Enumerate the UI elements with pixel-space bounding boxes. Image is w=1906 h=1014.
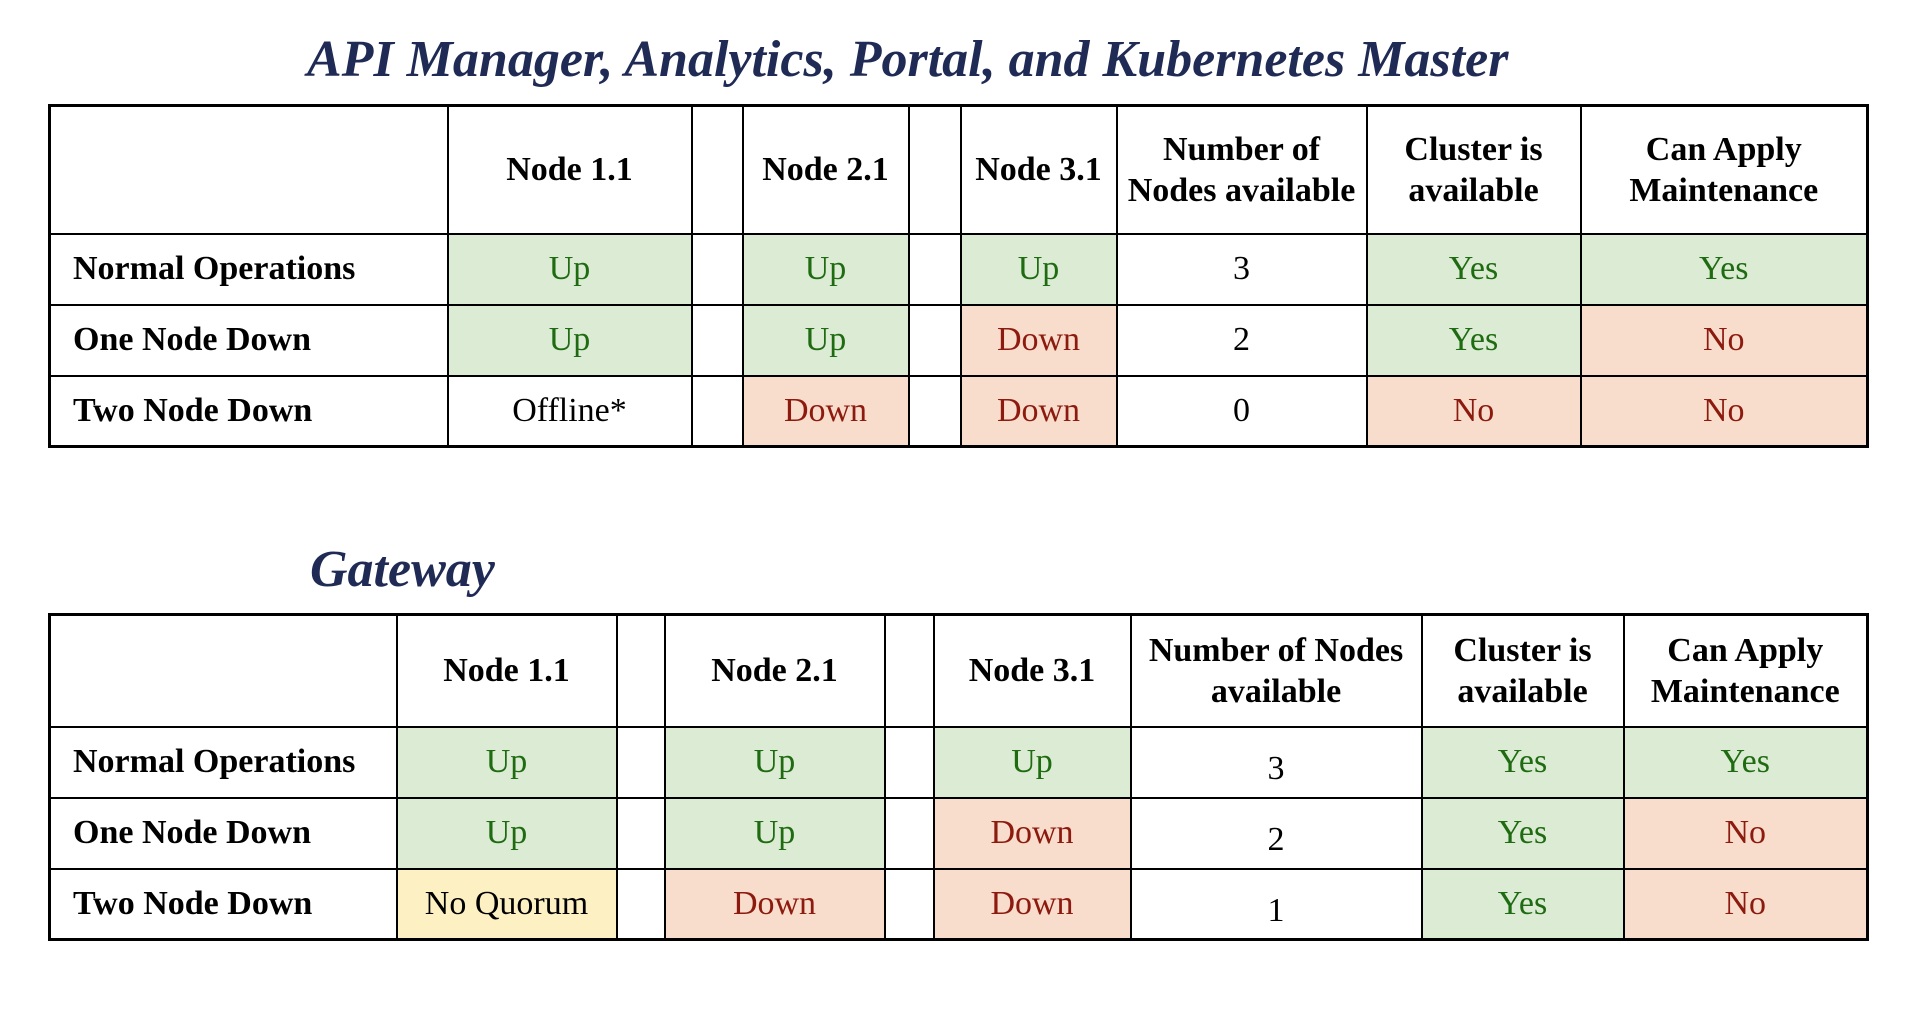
maintenance-value: No [1581, 376, 1868, 447]
table-row [50, 234, 1868, 305]
section-title-gateway: Gateway [310, 541, 495, 598]
node-3-status: Down [934, 869, 1131, 940]
header-gap [909, 106, 961, 234]
gap-cell [617, 798, 665, 869]
cluster-available-value: Yes [1367, 234, 1581, 305]
maintenance-value: No [1624, 798, 1868, 869]
row-label: Two Node Down [50, 376, 448, 447]
header-corner [50, 615, 397, 727]
node-3-status: Up [961, 234, 1117, 305]
table-row [50, 869, 1868, 940]
node-1-status: Up [448, 234, 692, 305]
node-3-status: Down [934, 798, 1131, 869]
maintenance-value: No [1581, 305, 1868, 376]
table-row [50, 376, 1868, 447]
gap-cell [617, 727, 665, 798]
header-can-apply-maintenance: Can Apply Maintenance [1581, 106, 1868, 234]
row-label: One Node Down [50, 305, 448, 376]
header-cluster-available: Cluster is available [1422, 615, 1624, 727]
node-2-status: Down [743, 376, 909, 447]
cluster-available-value: No [1367, 376, 1581, 447]
node-2-status: Up [665, 727, 885, 798]
table-row [50, 305, 1868, 376]
node-3-status: Up [934, 727, 1131, 798]
header-node-1: Node 1.1 [448, 106, 692, 234]
node-1-status: No Quorum [397, 869, 617, 940]
nodes-available-count: 3 [1117, 234, 1367, 305]
node-3-status: Down [961, 376, 1117, 447]
cluster-available-value: Yes [1422, 869, 1624, 940]
gap-cell [909, 305, 961, 376]
node-1-status: Up [397, 727, 617, 798]
header-row [50, 615, 1868, 727]
gap-cell [692, 234, 743, 305]
header-node-3: Node 3.1 [961, 106, 1117, 234]
row-label: Two Node Down [50, 869, 397, 940]
cluster-available-value: Yes [1422, 798, 1624, 869]
cluster-available-value: Yes [1422, 727, 1624, 798]
header-gap [617, 615, 665, 727]
gap-cell [617, 869, 665, 940]
row-label: Normal Operations [50, 234, 448, 305]
section-title-api-manager: API Manager, Analytics, Portal, and Kubernetes Master [307, 31, 1509, 88]
header-node-1: Node 1.1 [397, 615, 617, 727]
node-1-status: Up [397, 798, 617, 869]
node-3-status: Down [961, 305, 1117, 376]
node-2-status: Up [665, 798, 885, 869]
header-number-of-nodes: Number of Nodes available [1117, 106, 1367, 234]
nodes-available-count: 2 [1131, 798, 1422, 869]
maintenance-value: Yes [1581, 234, 1868, 305]
nodes-available-count: 2 [1117, 305, 1367, 376]
node-1-status: Up [448, 305, 692, 376]
gap-cell [909, 234, 961, 305]
gap-cell [885, 869, 934, 940]
gap-cell [692, 376, 743, 447]
header-row [50, 106, 1868, 234]
row-label: Normal Operations [50, 727, 397, 798]
nodes-available-count: 0 [1117, 376, 1367, 447]
gateway-availability-table [48, 613, 1869, 941]
cluster-available-value: Yes [1367, 305, 1581, 376]
node-2-status: Up [743, 234, 909, 305]
header-cluster-available: Cluster is available [1367, 106, 1581, 234]
header-can-apply-maintenance: Can Apply Maintenance [1624, 615, 1868, 727]
maintenance-value: No [1624, 869, 1868, 940]
node-1-status: Offline* [448, 376, 692, 447]
nodes-available-count: 1 [1131, 869, 1422, 940]
header-corner [50, 106, 448, 234]
table-row [50, 798, 1868, 869]
gap-cell [692, 305, 743, 376]
node-2-status: Up [743, 305, 909, 376]
header-number-of-nodes: Number of Nodes available [1131, 615, 1422, 727]
header-node-2: Node 2.1 [665, 615, 885, 727]
table-row [50, 727, 1868, 798]
api-manager-availability-table [48, 104, 1869, 448]
header-gap [885, 615, 934, 727]
maintenance-value: Yes [1624, 727, 1868, 798]
gap-cell [909, 376, 961, 447]
row-label: One Node Down [50, 798, 397, 869]
node-2-status: Down [665, 869, 885, 940]
gap-cell [885, 798, 934, 869]
header-node-3: Node 3.1 [934, 615, 1131, 727]
header-node-2: Node 2.1 [743, 106, 909, 234]
gap-cell [885, 727, 934, 798]
nodes-available-count: 3 [1131, 727, 1422, 798]
header-gap [692, 106, 743, 234]
